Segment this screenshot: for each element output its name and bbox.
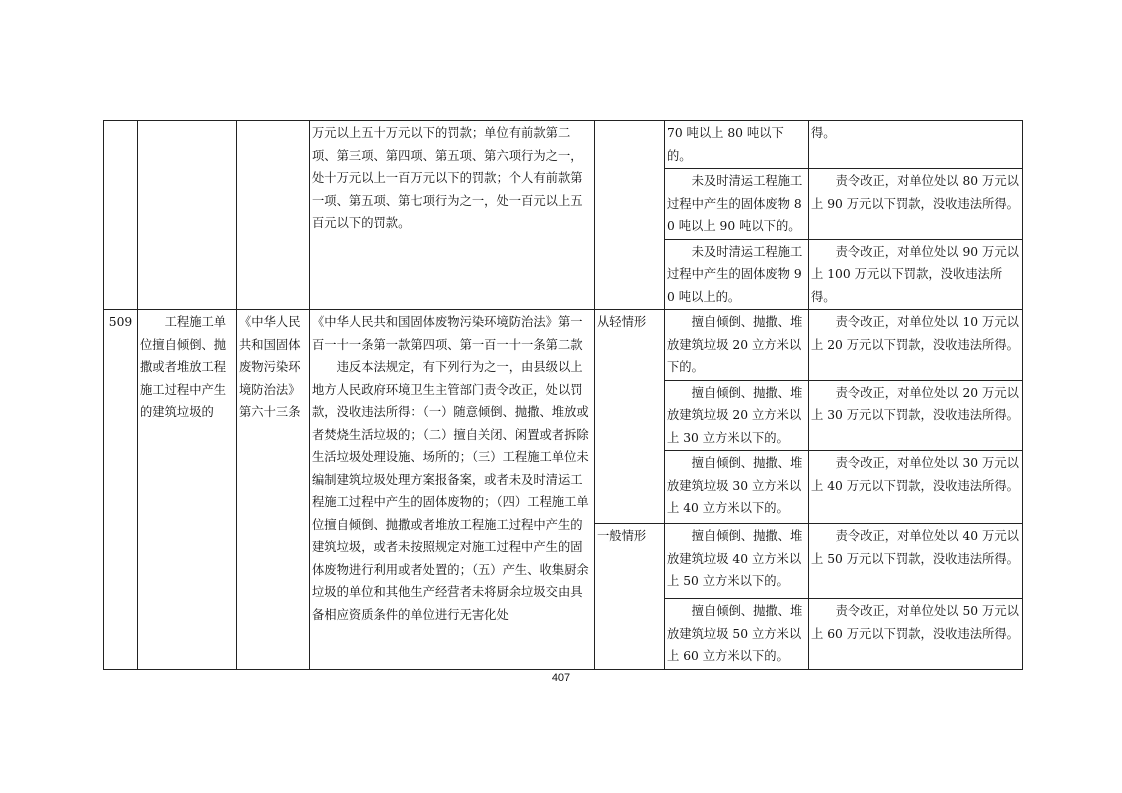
item-number-cell bbox=[104, 121, 138, 310]
penalty-cell: 责令改正，对单位处以 50 万元以上 60 万元以下罚款，没收违法所得。 bbox=[809, 599, 1023, 670]
penalty-cell: 得。 bbox=[809, 121, 1023, 169]
condition-cell: 70 吨以上 80 吨以下的。 bbox=[665, 121, 809, 169]
condition-cell: 未及时清运工程施工过程中产生的固体废物 90 吨以上的。 bbox=[665, 239, 809, 310]
penalty-cell: 责令改正，对单位处以 80 万元以上 90 万元以下罚款，没收违法所得。 bbox=[809, 169, 1023, 240]
penalty-cell: 责令改正，对单位处以 20 万元以上 30 万元以下罚款，没收违法所得。 bbox=[809, 380, 1023, 451]
condition-cell: 擅自倾倒、抛撒、堆放建筑垃圾 20 立方米以下的。 bbox=[665, 310, 809, 381]
penalty-cell: 责令改正，对单位处以 40 万元以上 50 万元以下罚款，没收违法所得。 bbox=[809, 524, 1023, 599]
condition-cell: 擅自倾倒、抛撒、堆放建筑垃圾 30 立方米以上 40 立方米以下的。 bbox=[665, 451, 809, 524]
condition-cell: 擅自倾倒、抛撒、堆放建筑垃圾 20 立方米以上 30 立方米以下的。 bbox=[665, 380, 809, 451]
item-matter: 工程施工单位擅自倾倒、抛撒或者堆放工程施工过程中产生的建筑垃圾的 bbox=[138, 310, 237, 670]
condition-cell: 擅自倾倒、抛撒、堆放建筑垃圾 40 立方米以上 50 立方米以下的。 bbox=[665, 524, 809, 599]
penalty-cell: 责令改正，对单位处以 90 万元以上 100 万元以下罚款，没收违法所得。 bbox=[809, 239, 1023, 310]
table-row bbox=[104, 121, 1023, 169]
category-light: 从轻情形 bbox=[595, 310, 665, 524]
penalty-cell: 责令改正，对单位处以 10 万元以上 20 万元以下罚款，没收违法所得。 bbox=[809, 310, 1023, 381]
basis-title: 《中华人民共和国固体废物污染环境防治法》第一百一十一条第一款第四项、第一百一十一条第二款 bbox=[312, 315, 583, 352]
penalty-standards-table bbox=[103, 120, 1023, 670]
penalty-cell: 责令改正，对单位处以 30 万元以上 40 万元以下罚款，没收违法所得。 bbox=[809, 451, 1023, 524]
table-row bbox=[104, 310, 1023, 381]
condition-cell: 擅自倾倒、抛撒、堆放建筑垃圾 50 立方米以上 60 立方米以下的。 bbox=[665, 599, 809, 670]
item-law: 《中华人民共和国固体废物污染环境防治法》第六十三条 bbox=[237, 310, 310, 670]
page-number: 407 bbox=[551, 672, 571, 684]
condition-cell: 未及时清运工程施工过程中产生的固体废物 80 吨以上 90 吨以下的。 bbox=[665, 169, 809, 240]
basis-text: 万元以上五十万元以下的罚款；单位有前款第二项、第三项、第四项、第五项、第六项行为之一，处十万元以上一百万元以下的罚款；个人有前款第一项、第五项、第七项行为之一，处一百元以上五百元以下的罚款。 bbox=[310, 121, 595, 310]
basis-body: 违反本法规定，有下列行为之一，由县级以上地方人民政府环境卫生主管部门责令改正，处以罚款，没收违法所得：（一）随意倾倒、抛撒、堆放或者焚烧生活垃圾的；（二）擅自关闭、闲置或者拆除生活垃圾处理设施、场所的；（三）工程施工单位未编制建筑垃圾处理方案报备案，或者未及时清运工程施工过程中产生的固体废物的；（四）工程施工单位擅自倾倒、抛撒或者堆放工程施工过程中产生的建筑垃圾，或者未按照规定对施工过程中产生的固体废物进行利用或者处置的；（五）产生、收集厨余垃圾的单位和其他生产经营者未将厨余垃圾交由具备相应资质条件的单位进行无害化处 bbox=[312, 360, 589, 622]
item-basis bbox=[310, 310, 595, 670]
category-cell bbox=[595, 121, 665, 310]
category-general: 一般情形 bbox=[595, 524, 665, 670]
matter-cell bbox=[138, 121, 237, 310]
item-number: 509 bbox=[104, 310, 138, 670]
law-cell bbox=[237, 121, 310, 310]
